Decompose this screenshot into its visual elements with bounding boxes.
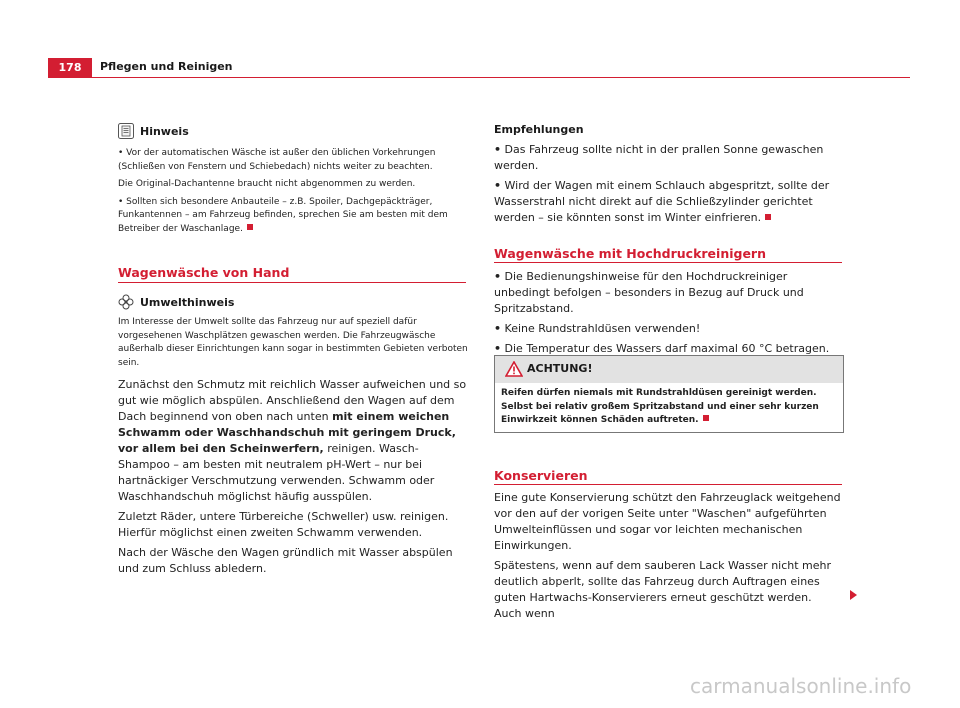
handwash-paragraph-3: Nach der Wäsche den Wagen gründlich mit Wasser abspülen und zum Schluss abledern. xyxy=(118,546,453,575)
continue-arrow-icon xyxy=(850,590,857,600)
section-rule-handwash xyxy=(118,282,466,283)
watermark: carmanualsonline.info xyxy=(690,674,912,698)
empfehlung-item-1: • Das Fahrzeug sollte nicht in der prallen Sonne gewaschen werden. xyxy=(494,143,824,172)
umwelt-note xyxy=(118,294,468,370)
handwash-paragraph-1: Zunächst den Schmutz mit reichlich Wasser aufweichen und so gut wie möglich abspülen. Anschließend den Wagen auf dem Dach beginnend von oben nach unten mit einem weichen Schwamm oder Waschhandschuh mit geringem Druck, vor allem bei den Scheinwerfern, reinigen. Wasch-Shampoo – am besten mit neutralem pH-Wert – nur bei hartnäckiger Verschmutzung verwenden. Schwamm oder Waschhandschuh möglichst häufig ausspülen. xyxy=(118,378,467,503)
warning-triangle-icon xyxy=(505,361,523,377)
konservieren-body xyxy=(494,490,842,626)
hinweis-paragraph-1: • Vor der automatischen Wäsche ist außer den üblichen Vorkehrungen (Schließen von Fenstern und Schiebedach) nichts weiter zu beachten. xyxy=(118,148,436,172)
info-note-icon xyxy=(118,123,134,139)
section-rule-konservieren xyxy=(494,484,842,485)
section-title-pressure: Wagenwäsche mit Hochdruckreinigern xyxy=(494,246,766,261)
empfehlung-item-2: • Wird der Wagen mit einem Schlauch abgespritzt, sollte der Wasserstrahl nicht direkt auf die Schließzylinder gerichtet werden – sie könnten sonst im Winter einfrieren. xyxy=(494,179,830,224)
umwelt-title: Umwelthinweis xyxy=(140,295,235,309)
section-rule-pressure xyxy=(494,262,842,263)
empfehlungen-title: Empfehlungen xyxy=(494,123,584,136)
pressure-item-2: • Keine Rundstrahldüsen verwenden! xyxy=(494,322,701,335)
warning-box xyxy=(494,355,844,433)
pressure-item-3: • Die Temperatur des Wassers darf maximal 60 °C betragen. xyxy=(494,342,830,355)
konservieren-paragraph-2: Spätestens, wenn auf dem sauberen Lack Wasser nicht mehr deutlich abperlt, sollte das Fahrzeug durch Auftragen eines guten Hartwachs-Konservierers erneut geschützt werden. Auch wenn xyxy=(494,559,832,620)
pressure-list xyxy=(494,269,842,361)
handwash-body xyxy=(118,377,468,581)
end-mark-icon xyxy=(247,224,253,230)
end-mark-icon xyxy=(703,415,709,421)
pressure-item-1: • Die Bedienungshinweise für den Hochdruckreiniger unbedingt befolgen – besonders in Bezug auf Druck und Spritzabstand. xyxy=(494,270,804,315)
warning-title: ACHTUNG! xyxy=(527,362,593,375)
end-mark-icon xyxy=(765,214,771,220)
warning-header xyxy=(495,356,843,383)
hinweis-paragraph-2: Die Original-Dachantenne braucht nicht abgenommen zu werden. xyxy=(118,179,416,189)
empfehlungen-block xyxy=(494,123,842,230)
running-title: Pflegen und Reinigen xyxy=(100,60,233,73)
hinweis-title: Hinweis xyxy=(140,124,189,138)
hinweis-paragraph-3: • Sollten sich besondere Anbauteile – z.B. Spoiler, Dachgepäckträger, Funkantennen – am Fahrzeug befinden, sprechen Sie am besten mit dem Betreiber der Waschanlage. xyxy=(118,196,448,234)
page-number: 178 xyxy=(48,58,92,78)
warning-text: Reifen dürfen niemals mit Rundstrahldüsen gereinigt werden. Selbst bei relativ großem Spritzabstand und einer sehr kurzen Einwirkzeit können Schäden auftreten. xyxy=(501,388,819,425)
umwelt-text: Im Interesse der Umwelt sollte das Fahrzeug nur auf speziell dafür vorgesehenen Waschplätzen gewaschen werden. Die Fahrzeugwäsche außerhalb dieser Einrichtungen kann sogar in bestimmten Gebieten verboten sein. xyxy=(118,317,468,368)
header-rule xyxy=(48,77,910,78)
environment-flower-icon xyxy=(118,294,134,310)
hinweis-note xyxy=(118,123,468,240)
hinweis-text xyxy=(118,147,468,236)
section-title-handwash: Wagenwäsche von Hand xyxy=(118,265,290,280)
section-title-konservieren: Konservieren xyxy=(494,468,588,483)
konservieren-paragraph-1: Eine gute Konservierung schützt den Fahrzeuglack weitgehend vor den auf der vorigen Seite unter "Waschen" aufgeführten Umwelteinflüssen und sogar vor leichten mechanischen Einwirkungen. xyxy=(494,491,841,552)
handwash-paragraph-2: Zuletzt Räder, untere Türbereiche (Schweller) usw. reinigen. Hierfür möglichst einen zweiten Schwamm verwenden. xyxy=(118,510,449,539)
